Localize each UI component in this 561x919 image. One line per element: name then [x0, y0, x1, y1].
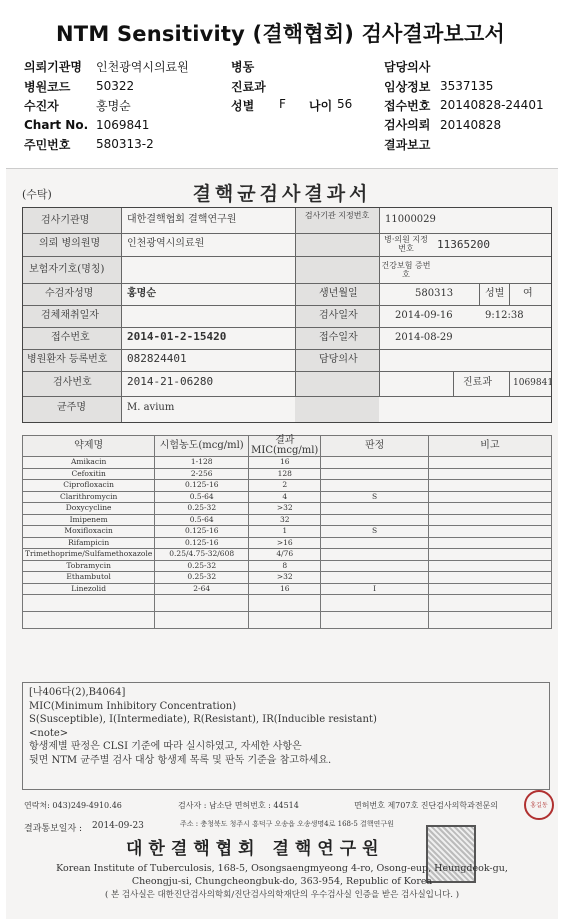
- value-hospital-patient-no: 082824401: [127, 352, 187, 365]
- value-resident-no: 580313-2: [96, 137, 154, 152]
- label-hospital-patient-no: 병원환자 등록번호: [27, 354, 108, 365]
- empty-cell: [428, 595, 551, 612]
- table-row: [23, 572, 552, 584]
- empty-cell: [155, 595, 249, 612]
- note-line: MIC(Minimum Inhibitory Concentration): [29, 700, 237, 712]
- header-info: [24, 57, 549, 154]
- mic-cell: 16: [249, 583, 321, 595]
- range-cell: 1-128: [155, 457, 249, 469]
- interpretation-cell: S: [321, 526, 429, 538]
- range-cell: 2-64: [155, 583, 249, 595]
- table-row: [23, 457, 552, 469]
- footer-report-date: 2014-09-23: [92, 821, 144, 831]
- susceptibility-rows: [23, 457, 552, 629]
- empty-cell: [23, 612, 155, 629]
- range-cell: 0.25-32: [155, 560, 249, 572]
- range-cell: 0.125-16: [155, 480, 249, 492]
- label-insurance: 보험자기호(명칭): [29, 264, 105, 275]
- value-requesting-agency: 인천광역시의료원: [96, 60, 189, 75]
- mic-cell: 16: [249, 457, 321, 469]
- mic-cell: 8: [249, 560, 321, 572]
- range-cell: 2-256: [155, 468, 249, 480]
- drug-cell: Linezolid: [23, 583, 155, 595]
- drug-cell: Cefoxitin: [23, 468, 155, 480]
- remark-cell: [428, 549, 551, 561]
- drug-cell: Rifampicin: [23, 537, 155, 549]
- range-cell: 0.25/4.75-32/608: [155, 549, 249, 561]
- label-request-date: 검사의뢰: [384, 118, 431, 133]
- certification-disclaimer: ( 본 검사실은 대한진단검사의학회/진단검사의학재단의 우수검사실 인증을 받은 검사실입니다. ): [104, 890, 460, 900]
- institute-name: 대한결핵협회 결핵연구원: [126, 839, 385, 859]
- label-sample-date: 검체채취일자: [41, 310, 99, 321]
- scanned-report: [6, 168, 558, 919]
- table-row: [23, 480, 552, 492]
- label-age: 나이: [309, 98, 333, 113]
- label-patient: 수진자: [24, 98, 59, 113]
- remark-cell: [428, 537, 551, 549]
- footer-address: 주소 : 충청북도 청주시 흥덕구 오송읍 오송생명4로 168-5 결핵연구원: [180, 820, 394, 828]
- footer-phone: 연락처: 043)249-4910.46: [24, 801, 122, 810]
- label-ward: 병동: [231, 60, 255, 75]
- value-report-sex: 여: [523, 288, 533, 299]
- note-line: 항생제별 판정은 CLSI 기준에 따라 실시하였고, 자세한 사항은: [29, 741, 302, 752]
- remark-cell: [428, 503, 551, 515]
- mic-cell: 4: [249, 491, 321, 503]
- value-test-time: 9:12:38: [485, 310, 524, 321]
- note-line: [나406다(2),B4064]: [29, 687, 126, 698]
- range-cell: 0.125-16: [155, 526, 249, 538]
- remark-cell: [428, 480, 551, 492]
- mic-cell: >16: [249, 537, 321, 549]
- remark-cell: [428, 526, 551, 538]
- table-row: [23, 537, 552, 549]
- value-dob: 580313: [415, 288, 454, 299]
- range-cell: 0.5-64: [155, 491, 249, 503]
- label-hospital-no: 병·의원 지정번호: [384, 235, 428, 253]
- value-agency-no: 11000029: [385, 214, 436, 225]
- value-hospital-code: 50322: [96, 79, 135, 94]
- header-row: [24, 76, 549, 95]
- interpretation-cell: [321, 549, 429, 561]
- value-organism: M. avium: [127, 402, 175, 413]
- label-attending-doctor: 담당의사: [319, 354, 358, 365]
- label-organism: 균주명: [57, 402, 86, 413]
- table-row: [23, 583, 552, 595]
- remark-cell: [428, 491, 551, 503]
- label-sex: 성별: [231, 98, 255, 113]
- label-dept: 진료과: [463, 377, 492, 388]
- value-patient-name: 홍명순: [127, 288, 156, 299]
- interpretation-cell: [321, 480, 429, 492]
- label-patient-name: 수검자성명: [45, 288, 94, 299]
- drug-cell: Amikacin: [23, 457, 155, 469]
- table-row: [23, 503, 552, 515]
- table-row-empty: [23, 612, 552, 629]
- note-line: <note>: [29, 727, 69, 739]
- value-receipt-no: 20140828-24401: [440, 98, 544, 113]
- label-department: 진료과: [231, 79, 266, 94]
- interpretation-cell: [321, 457, 429, 469]
- value-test-agency: 대한결핵협회 결핵연구원: [127, 214, 237, 225]
- value-receipt-number: 2014-01-2-15420: [127, 330, 227, 343]
- footer-license: 면허번호 제707호 진단검사의학과전문의: [354, 801, 499, 810]
- table-row-empty: [23, 595, 552, 612]
- drug-cell: Tobramycin: [23, 560, 155, 572]
- label-receipt-number: 접수번호: [51, 332, 90, 343]
- range-cell: 0.5-64: [155, 514, 249, 526]
- interpretation-cell: I: [321, 583, 429, 595]
- label-clinical-info: 임상정보: [384, 79, 431, 94]
- mic-cell: >32: [249, 572, 321, 584]
- col-drug: 약제명: [23, 436, 155, 457]
- value-receipt-date: 2014-08-29: [395, 332, 453, 343]
- col-interpretation: 판정: [321, 436, 429, 457]
- drug-cell: Imipenem: [23, 514, 155, 526]
- label-exam-no: 검사번호: [53, 377, 92, 388]
- table-row: [23, 468, 552, 480]
- interpretation-cell: [321, 560, 429, 572]
- mic-cell: 2: [249, 480, 321, 492]
- empty-cell: [155, 612, 249, 629]
- mic-cell: 128: [249, 468, 321, 480]
- label-requesting-hospital: 의뢰 병의원명: [39, 238, 101, 249]
- table-row: [23, 491, 552, 503]
- range-cell: 0.125-16: [155, 537, 249, 549]
- interpretation-cell: S: [321, 491, 429, 503]
- label-chart-no: Chart No.: [24, 117, 89, 132]
- footer-examiner: 검사자 : 남소단 면허번호 : 44514: [178, 801, 299, 810]
- label-agency-no: 검사기관 지정번호: [304, 211, 370, 220]
- mic-cell: 4/76: [249, 549, 321, 561]
- empty-cell: [428, 612, 551, 629]
- empty-cell: [321, 612, 429, 629]
- note-line: S(Susceptible), I(Intermediate), R(Resistant), IR(Inducible resistant): [29, 714, 377, 725]
- range-cell: 0.25-32: [155, 572, 249, 584]
- remark-cell: [428, 468, 551, 480]
- remark-cell: [428, 514, 551, 526]
- label-test-agency: 검사기관명: [41, 215, 90, 226]
- value-chart-no: 1069841: [96, 117, 150, 132]
- drug-cell: Ethambutol: [23, 572, 155, 584]
- mic-cell: 32: [249, 514, 321, 526]
- col-range: 시험농도(mcg/ml): [155, 436, 249, 457]
- scanned-report-title: 결핵균검사결과서: [192, 183, 372, 205]
- label-doctor: 담당의사: [384, 60, 431, 75]
- col-mic: 결과 MIC(mcg/ml): [249, 436, 321, 457]
- footer-report-date-label: 결과통보일자 :: [24, 824, 83, 834]
- table-header-row: [23, 436, 552, 457]
- sex-age-group: [279, 97, 384, 114]
- value-hospital-no: 11365200: [437, 238, 490, 251]
- value-age: 56: [337, 96, 353, 111]
- value-requesting-hospital: 인천광역시의료원: [127, 238, 205, 249]
- table-row: [23, 549, 552, 561]
- value-sex: F: [279, 96, 286, 111]
- header-row: [24, 135, 549, 154]
- interpretation-cell: [321, 514, 429, 526]
- drug-cell: Doxycycline: [23, 503, 155, 515]
- mic-cell: 1: [249, 526, 321, 538]
- drug-cell: Clarithromycin: [23, 491, 155, 503]
- value-dept: 1069841: [513, 378, 554, 388]
- label-requesting-agency: 의뢰기관명: [24, 60, 82, 75]
- table-row: [23, 514, 552, 526]
- label-test-date: 검사일자: [319, 310, 358, 321]
- interpretation-cell: [321, 503, 429, 515]
- label-resident-no: 주민번호: [24, 137, 71, 152]
- header-row: [24, 96, 549, 115]
- label-insurance-card: 건강보험 증번호: [381, 261, 431, 279]
- interpretation-cell: [321, 572, 429, 584]
- empty-cell: [249, 612, 321, 629]
- remark-cell: [428, 560, 551, 572]
- header-row: [24, 57, 549, 76]
- drug-cell: Ciprofloxacin: [23, 480, 155, 492]
- empty-cell: [321, 595, 429, 612]
- label-hospital-code: 병원코드: [24, 79, 71, 94]
- remark-cell: [428, 583, 551, 595]
- label-receipt-date: 접수일자: [319, 332, 358, 343]
- doctor-seal-icon: 홍길동: [524, 790, 554, 820]
- note-box: [22, 682, 550, 790]
- value-clinical-info: 3537135: [440, 79, 494, 94]
- drug-cell: Moxifloxacin: [23, 526, 155, 538]
- empty-cell: [249, 595, 321, 612]
- institute-address-en-2: Cheongju-si, Chungcheongbuk-do, 363-954, Republic of Korea: [131, 876, 433, 887]
- mic-cell: >32: [249, 503, 321, 515]
- value-test-date: 2014-09-16: [395, 310, 453, 321]
- remark-cell: [428, 457, 551, 469]
- note-line: 뒷면 NTM 균주별 검사 대상 항생제 목록 및 판독 기준을 참고하세요.: [29, 754, 332, 766]
- table-row: [23, 526, 552, 538]
- label-report-sex: 성별: [485, 288, 505, 299]
- empty-cell: [23, 595, 155, 612]
- label-receipt-no: 접수번호: [384, 98, 431, 113]
- label-dob: 생년월일: [319, 288, 358, 299]
- remark-cell: [428, 572, 551, 584]
- drug-cell: Trimethoprime/Sulfamethoxazole: [23, 549, 155, 561]
- value-request-date: 20140828: [440, 117, 502, 132]
- header-row: [24, 115, 549, 134]
- value-exam-no: 2014-21-06280: [127, 375, 214, 388]
- value-patient: 홍명순: [96, 98, 131, 113]
- consignment-tag: (수탁): [22, 188, 52, 201]
- interpretation-cell: [321, 537, 429, 549]
- susceptibility-table: [22, 435, 552, 629]
- label-result-report: 결과보고: [384, 137, 431, 152]
- institute-address-en-1: Korean Institute of Tuberculosis, 168-5, Osongsaengmyeong 4-ro, Osong-eup, Heungdeok-gu,: [56, 863, 508, 874]
- range-cell: 0.25-32: [155, 503, 249, 515]
- report-title: NTM Sensitivity (결핵협회) 검사결과보고서: [56, 22, 505, 46]
- table-row: [23, 560, 552, 572]
- info-grid: [22, 207, 552, 423]
- interpretation-cell: [321, 468, 429, 480]
- col-remark: 비고: [428, 436, 551, 457]
